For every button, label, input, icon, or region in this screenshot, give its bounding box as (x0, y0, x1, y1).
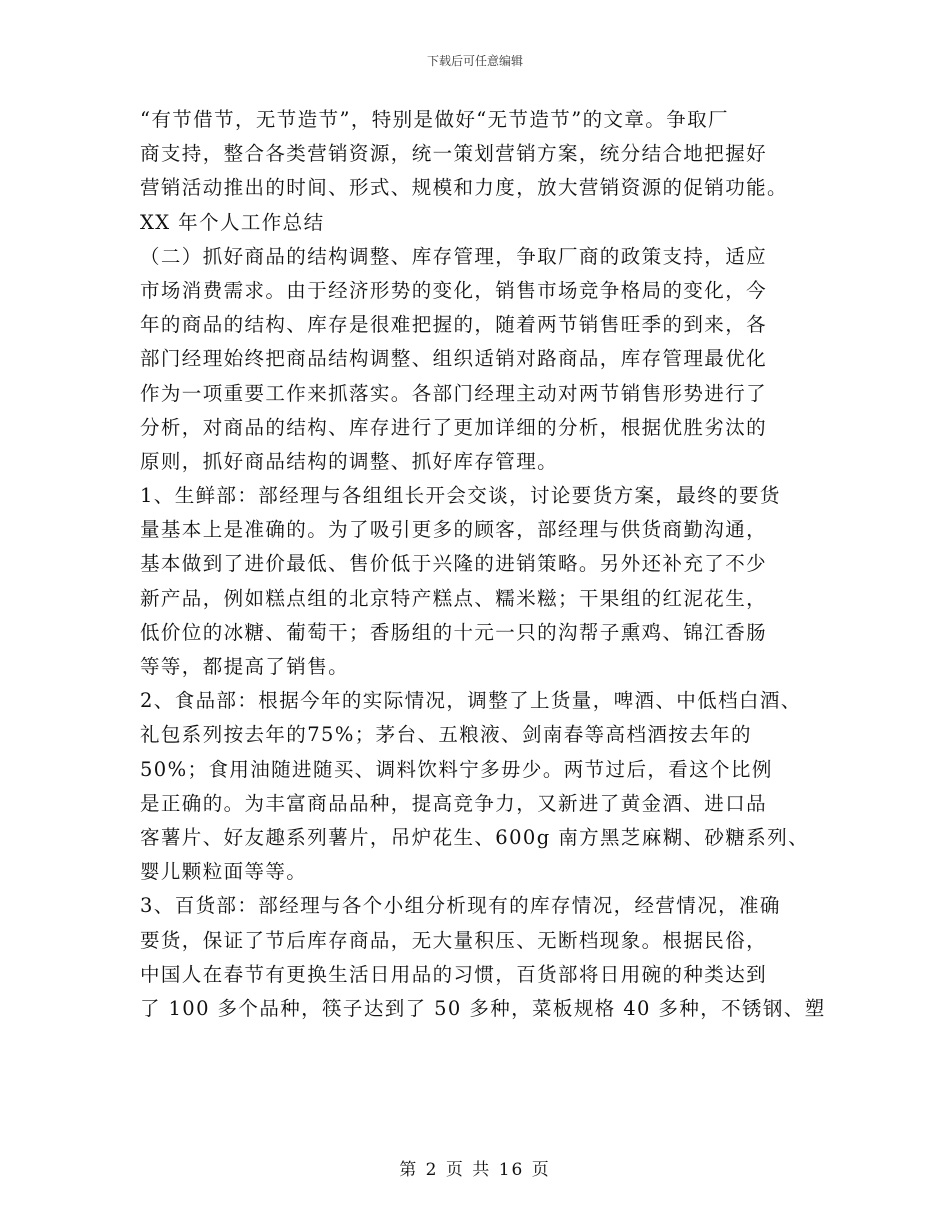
text-line: 原则，抓好商品结构的调整、抓好库存管理。 (140, 449, 559, 473)
text-line: （二）抓好商品的结构调整、库存管理，争取厂商的政策支持，适应 (140, 244, 768, 268)
text-line: 是正确的。为丰富商品品种，提高竞争力，又新进了黄金酒、进口品 (140, 791, 768, 815)
text-line: 作为一项重要工作来抓落实。各部门经理主动对两节销售形势进行了 (140, 381, 768, 405)
text-line: 分析，对商品的结构、库存进行了更加详细的分析，根据优胜劣汰的 (140, 415, 768, 439)
text-line: “有节借节，无节造节”，特别是做好“无节造节”的文章。争取厂 (140, 108, 729, 131)
text-line: 2、食品部：根据今年的实际情况，调整了上货量，啤酒、中低档白酒、 (140, 689, 802, 713)
text-line: 中国人在春节有更换生活日用品的习惯，百货部将日用碗的种类达到 (140, 962, 768, 986)
text-line: 等等，都提高了销售。 (140, 655, 350, 678)
text-line: 1、生鲜部：部经理与各组组长开会交谈，讨论要货方案，最终的要货 (140, 484, 781, 508)
text-line: 市场消费需求。由于经济形势的变化，销售市场竞争格局的变化，今 (140, 278, 768, 302)
text-line: 3、百货部：部经理与各个小组分析现有的库存情况，经营情况，准确 (140, 894, 781, 918)
text-line: 了 100 多个品种，筷子达到了 50 多种，菜板规格 40 多种，不锈钢、塑 (140, 996, 826, 1020)
text-line: 商支持，整合各类营销资源，统一策划营销方案，统分结合地把握好 (140, 142, 768, 166)
text-line: 部门经理始终把商品结构调整、组织适销对路商品，库存管理最优化 (140, 347, 768, 371)
text-line: 年的商品的结构、库存是很难把握的，随着两节销售旺季的到来，各 (140, 313, 768, 337)
section-title: XX 年个人工作总结 (140, 210, 325, 234)
page-header-note: 下载后可任意编辑 (426, 54, 523, 68)
text-line: 营销活动推出的时间、形式、规模和力度，放大营销资源的促销功能。 (140, 176, 788, 200)
text-line: 量基本上是准确的。为了吸引更多的顾客，部经理与供货商勤沟通， (140, 518, 768, 542)
text-line: 50%；食用油随进随买、调料饮料宁多毋少。两节过后，看这个比例 (140, 757, 773, 781)
text-line: 低价位的冰糖、葡萄干；香肠组的十元一只的沟帮子熏鸡、锦江香肠 (140, 620, 768, 644)
text-line: 客薯片、好友趣系列薯片，吊炉花生、600g 南方黑芝麻糊、砂糖系列、 (140, 825, 810, 849)
document-body (140, 103, 830, 1026)
text-line: 基本做到了进价最低、售价低于兴隆的进销策略。另外还补充了不少 (140, 552, 768, 576)
text-line: 礼包系列按去年的75%；茅台、五粮液、剑南春等高档酒按去年的 (140, 723, 752, 747)
text-line: 要货，保证了节后库存商品，无大量积压、无断档现象。根据民俗， (140, 928, 768, 952)
page-number-footer: 第 2 页 共 16 页 (399, 1160, 551, 1180)
text-line: 新产品，例如糕点组的北京特产糕点、糯米糍；干果组的红泥花生， (140, 586, 768, 610)
text-line: 婴儿颗粒面等等。 (140, 860, 308, 884)
